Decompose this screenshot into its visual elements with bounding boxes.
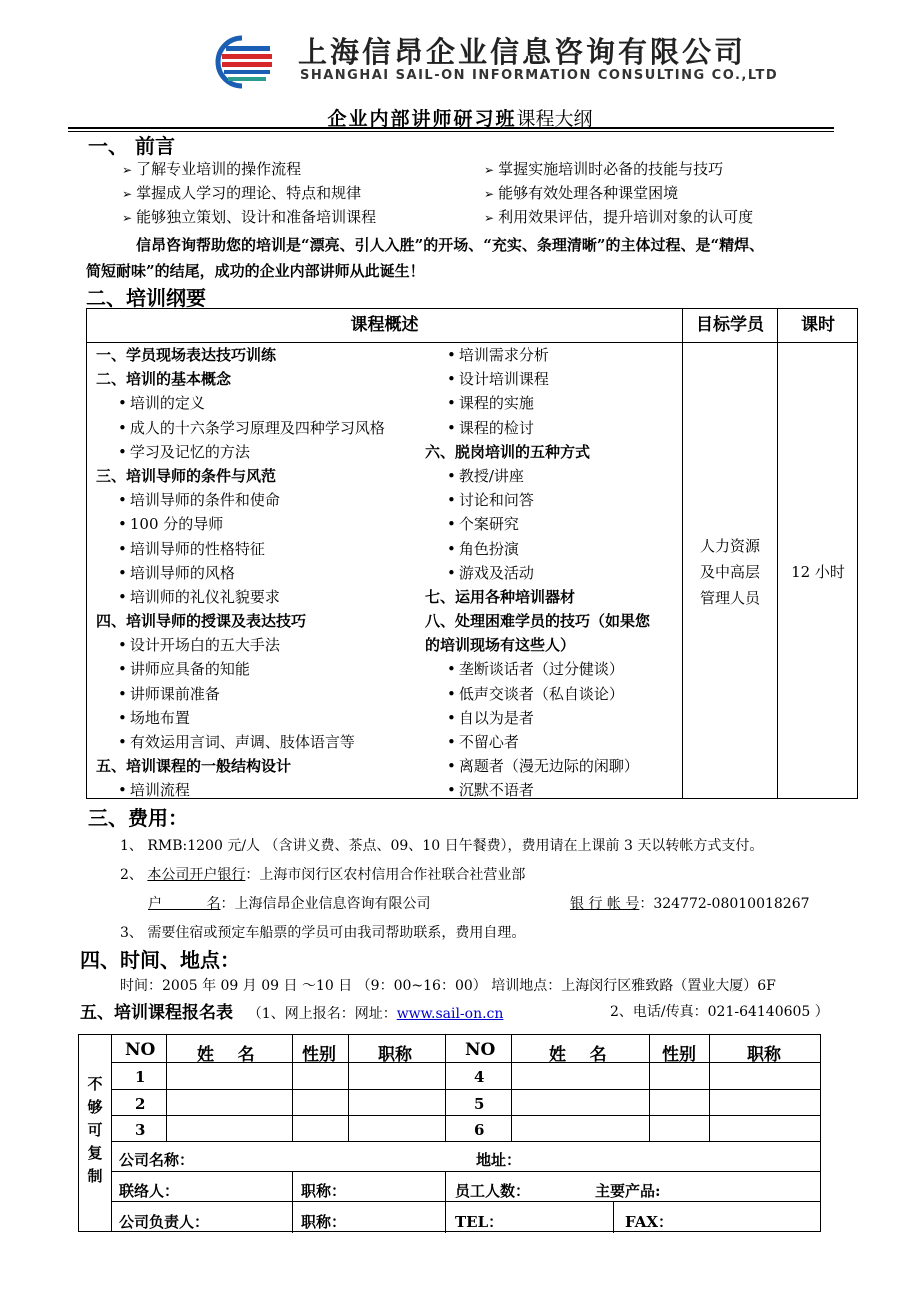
title-bold: 企业内部讲师研习班 [327, 108, 517, 130]
outline-list-item: • 课程的检讨 [425, 416, 650, 440]
outline-list-item: • 离题者（漫无边际的闲聊） [425, 754, 650, 778]
employees-label: 员工人数： [455, 1182, 531, 1200]
outline-section-heading: 的培训现场有这些人） [425, 636, 576, 655]
form-header-no: NO [125, 1040, 156, 1060]
outline-list-item: • 讨论和问答 [425, 488, 650, 512]
outline-list-item: • 有效运用言词、声调、肢体语言等 [96, 730, 385, 754]
outline-list-item: • 成人的十六条学习原理及四种学习风格 [96, 416, 385, 440]
outline-list-item: • 讲师应具备的知能 [96, 657, 385, 681]
target-students: 人力资源 及中高层 管理人员 [699, 537, 760, 607]
form-divider [111, 1201, 820, 1202]
outline-list-item: • 讲师课前准备 [96, 682, 385, 706]
form-header-gender: 性别 [302, 1045, 336, 1065]
signup-note: （1、网上报名：网址：www.sail-on.cn [247, 1006, 504, 1022]
preface-bullet: ➢ 掌握实施培训时必备的技能与技巧 [484, 160, 724, 178]
section-4-heading: 四、时间、地点： [80, 948, 240, 972]
outline-section-heading: 三、培训导师的条件与风范 [96, 466, 277, 485]
section-2-heading: 二、培训纲要 [86, 286, 206, 310]
title-label: 职称： [301, 1213, 347, 1231]
time-location-line: 时间：2005 年 09 月 09 日 ～10 日 （9：00~16：00） 培训地点：上海闵行区雅致路（置业大厦）6F [120, 978, 776, 994]
form-divider [292, 1035, 293, 1141]
arrow-bullet-icon: ➢ [122, 211, 133, 225]
outline-section-heading: 二、培训的基本概念 [96, 370, 232, 389]
form-header-name: 姓 名 [549, 1045, 607, 1065]
fee-line-1: 1、 RMB:1200 元/人 （含讲义费、茶点、09、10 日午餐费），费用请在上课前 3 天以转帐方式支付。 [120, 838, 764, 854]
form-header-no: NO [465, 1040, 496, 1060]
fee-line-3: 3、 需要住宿或预定车船票的学员可由我司帮助联系，费用自理。 [120, 925, 526, 941]
outline-list-item: • 设计开场白的五大手法 [96, 633, 385, 657]
arrow-bullet-icon: ➢ [122, 163, 133, 177]
outline-list-item: • 课程的实施 [425, 391, 650, 415]
row-number: 4 [474, 1068, 485, 1086]
course-outline-table [86, 308, 858, 799]
outline-list-item: • 学习及记忆的方法 [96, 440, 385, 464]
form-divider [613, 1201, 614, 1233]
preface-bullet: ➢ 利用效果评估，提升培训对象的认可度 [484, 208, 754, 226]
outline-list-item: • 培训流程 [96, 778, 385, 802]
form-divider [166, 1035, 167, 1141]
outline-section-heading: 一、学员现场表达技巧训练 [96, 346, 277, 364]
form-divider [445, 1035, 446, 1141]
section-5-heading: 五、培训课程报名表 [80, 1003, 233, 1023]
account-value: ：324772-08010018267 [639, 896, 810, 912]
bank-value: ：上海市闵行区农村信用合作社联合社营业部 [245, 867, 526, 883]
side-label: 不够可复制 [85, 1075, 104, 1191]
outline-list-item: • 培训的定义 [96, 391, 385, 415]
preface-paragraph-line2: 简短耐味”的结尾，成功的企业内部讲师从此诞生！ [86, 262, 425, 280]
outline-right-column [425, 343, 650, 803]
manager-label: 公司负责人： [119, 1213, 210, 1231]
preface-bullet: ➢ 能够有效处理各种课堂困境 [484, 184, 679, 202]
outline-section-heading: 六、脱岗培训的五种方式 [425, 442, 591, 461]
title-label: 职称： [301, 1182, 347, 1200]
preface-bullet: ➢ 了解专业培训的操作流程 [122, 160, 302, 178]
row-number: 3 [135, 1121, 146, 1139]
table-divider [777, 309, 778, 798]
outline-section-heading: 五、培训课程的一般结构设计 [96, 757, 292, 776]
title-rest: 课程大纲 [516, 108, 593, 130]
fee-line-2: 2、 本公司开户银行：上海市闵行区农村信用合作社联合社营业部 [120, 867, 526, 883]
outline-list-item: • 个案研究 [425, 512, 650, 536]
company-name-label: 公司名称： [119, 1151, 195, 1169]
row-number: 2 [135, 1095, 146, 1113]
section-5-row [80, 998, 503, 1023]
company-name-en: SHANGHAI SAIL-ON INFORMATION CONSULTING CO.,LTD [300, 68, 779, 83]
outline-list-item: • 自以为是者 [425, 706, 650, 730]
company-name-cn: 上海信昂企业信息咨询有限公司 [298, 35, 747, 69]
address-label: 地址： [476, 1151, 522, 1169]
course-hours: 12 小时 [791, 563, 845, 581]
fax-label: FAX： [625, 1213, 674, 1231]
preface-bullet: ➢ 能够独立策划、设计和准备培训课程 [122, 208, 377, 226]
section-3-heading: 三、费用： [88, 806, 188, 830]
form-header-title: 职称 [747, 1045, 781, 1065]
products-label: 主要产品: [595, 1182, 661, 1200]
tel-label: TEL： [455, 1213, 504, 1231]
preface-bullet: ➢ 掌握成人学习的理论、特点和规律 [122, 184, 362, 202]
outline-list-item: • 角色扮演 [425, 537, 650, 561]
outline-list-item: • 场地布置 [96, 706, 385, 730]
title-rule-thick [68, 127, 834, 129]
col-header-hours: 课时 [801, 315, 835, 335]
form-header-name: 姓 名 [197, 1045, 255, 1065]
form-header-gender: 性别 [662, 1045, 696, 1065]
preface-paragraph-line1: 信昂咨询帮助您的培训是“漂亮、引人入胜”的开场、“充实、条理清晰”的主体过程、是“精焊、 [136, 236, 765, 254]
outline-list-item: • 培训需求分析 [425, 343, 650, 367]
account-holder [148, 893, 431, 913]
col-header-overview: 课程概述 [350, 315, 419, 335]
outline-list-item: • 低声交谈者（私自谈论） [425, 682, 650, 706]
outline-list-item: • 设计培训课程 [425, 367, 650, 391]
account-label: 银 行 帐 号 [570, 896, 640, 912]
form-divider [445, 1171, 446, 1233]
form-divider [111, 1141, 820, 1142]
account-number [570, 893, 810, 913]
outline-list-item: • 培训师的礼仪礼貌要求 [96, 585, 385, 609]
section-1-heading: 一、 前言 [88, 134, 175, 158]
arrow-bullet-icon: ➢ [484, 187, 495, 201]
outline-list-item: • 培训导师的风格 [96, 561, 385, 585]
outline-list-item: • 垄断谈话者（过分健谈） [425, 657, 650, 681]
outline-left-column [96, 343, 385, 803]
title-rule-thin [68, 131, 834, 132]
col-header-target: 目标学员 [696, 315, 764, 335]
form-divider [111, 1171, 820, 1172]
website-link[interactable]: www.sail-on.cn [396, 1006, 504, 1022]
outline-list-item: • 培训导师的条件和使命 [96, 488, 385, 512]
company-logo [212, 34, 274, 90]
arrow-bullet-icon: ➢ [484, 163, 495, 177]
outline-list-item: • 100 分的导师 [96, 512, 385, 536]
outline-list-item: • 培训导师的性格特征 [96, 537, 385, 561]
arrow-bullet-icon: ➢ [122, 187, 133, 201]
outline-section-heading: 四、培训导师的授课及表达技巧 [96, 612, 307, 631]
arrow-bullet-icon: ➢ [484, 211, 495, 225]
holder-label: 户 名 [148, 896, 221, 912]
form-divider [292, 1171, 293, 1233]
form-divider [709, 1035, 710, 1141]
outline-list-item: • 教授/讲座 [425, 464, 650, 488]
bank-label: 本公司开户银行 [147, 867, 246, 883]
row-number: 6 [474, 1121, 485, 1139]
outline-section-heading: 八、处理困难学员的技巧（如果您 [425, 612, 651, 631]
form-divider [511, 1035, 512, 1141]
form-divider [348, 1035, 349, 1141]
form-divider [649, 1035, 650, 1141]
contact-label: 联络人： [119, 1182, 180, 1200]
outline-list-item: • 沉默不语者 [425, 778, 650, 802]
form-divider [111, 1089, 820, 1090]
outline-list-item: • 不留心者 [425, 730, 650, 754]
form-divider [111, 1115, 820, 1116]
outline-section-heading: 七、运用各种培训器材 [425, 587, 576, 606]
holder-value: ：上海信昂企业信息咨询有限公司 [220, 896, 431, 912]
registration-form [78, 1034, 821, 1232]
row-number: 5 [474, 1095, 485, 1113]
form-header-title: 职称 [378, 1045, 412, 1065]
outline-list-item: • 游戏及活动 [425, 561, 650, 585]
row-number: 1 [135, 1068, 146, 1086]
phone-fax-note: 2、电话/传真：021-64140605 ） [610, 1004, 829, 1020]
